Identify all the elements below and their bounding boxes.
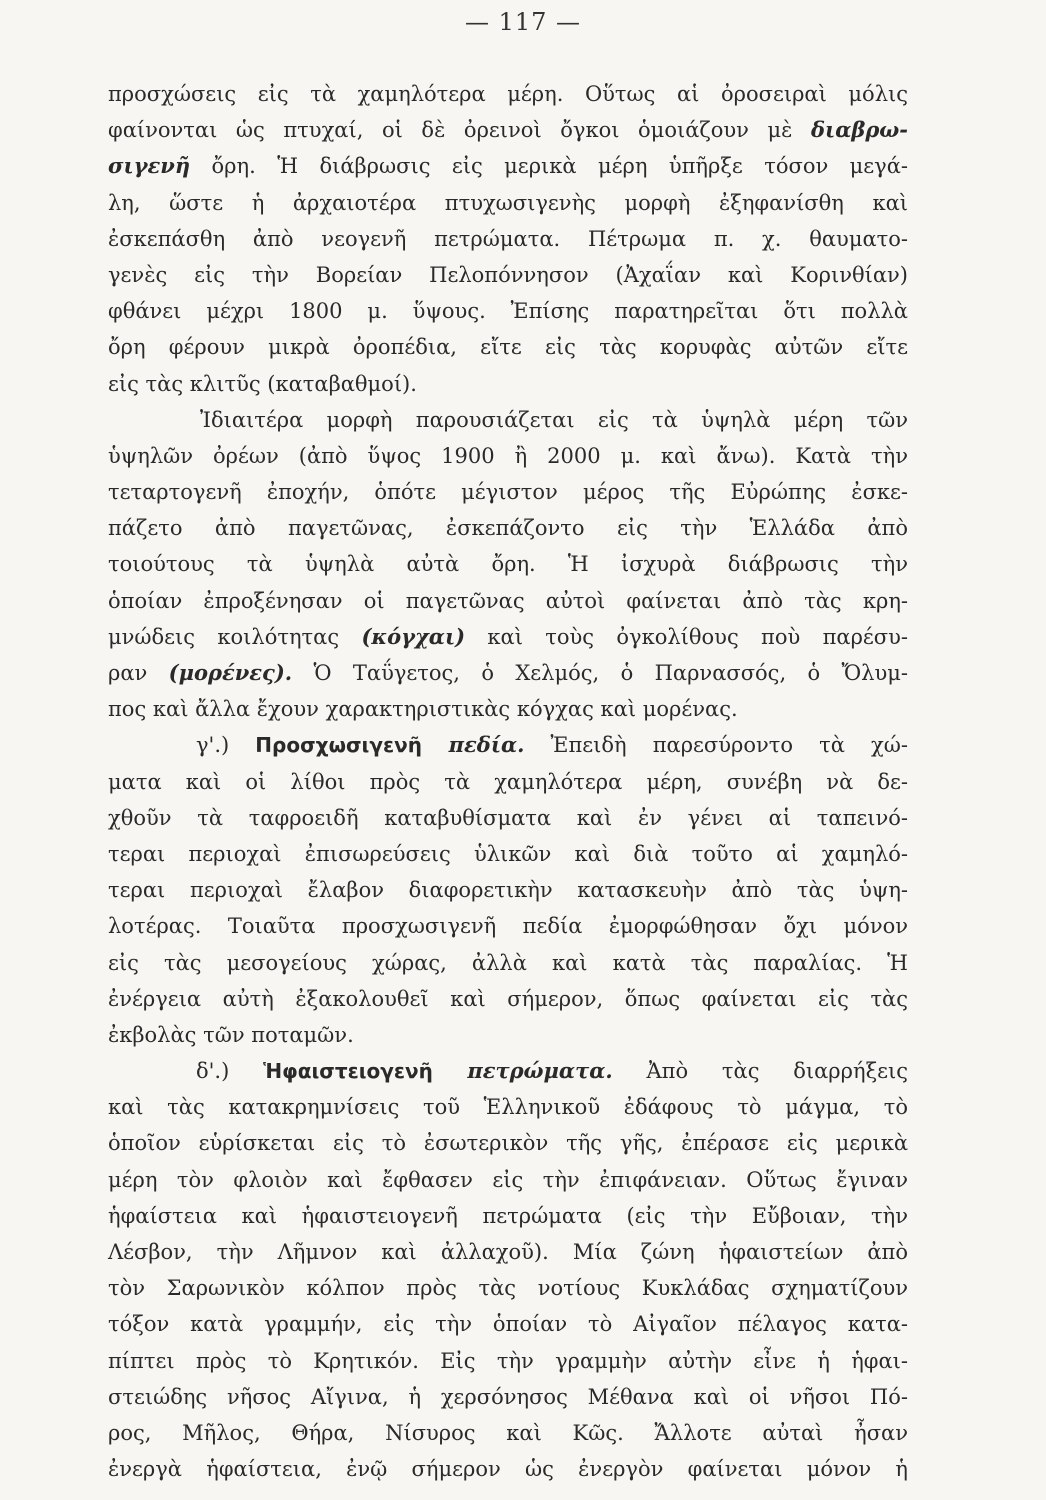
- line-text: λοτέρας. Τοιαῦτα προσχωσιγενῆ πεδία ἐμορφώθησαν ὄχι μόνον: [108, 914, 908, 939]
- line-text: Λέσβον, τὴν Λῆμνον καὶ ἀλλαχοῦ). Μία ζώνη ἡφαιστείων ἀπὸ: [108, 1240, 908, 1264]
- line-text: γενὲς εἰς τὴν Βορείαν Πελοπόννησον (Ἀχαΐαν καὶ Κορινθίαν): [108, 262, 908, 287]
- text-line: [108, 981, 908, 1017]
- line-text: στειώδης νῆσος Αἴγινα, ἡ χερσόνησος Μέθανα καὶ οἱ νῆσοι Πό-: [108, 1384, 908, 1409]
- line-text: φθάνει μέχρι 1800 μ. ὕψους. Ἐπίσης παρατηρεῖται ὅτι πολλὰ: [108, 299, 908, 324]
- text-line: [108, 1089, 908, 1125]
- text-line: [108, 691, 908, 727]
- text-line: [108, 1451, 908, 1487]
- line-text: μνώδεις κοιλότητας: [108, 624, 362, 649]
- line-text: Ἰδιαιτέρα μορφὴ παρουσιάζεται εἰς τὰ ὑψηλὰ μέρη τῶν: [200, 407, 908, 432]
- emphasized-term: (κόγχαι): [361, 623, 466, 649]
- text-line: [108, 1306, 908, 1342]
- text-line: [108, 1270, 908, 1306]
- line-text: μέρη τὸν φλοιὸν καὶ ἔφθασεν εἰς τὴν ἐπιφάνειαν. Οὕτως ἔγιναν: [108, 1167, 908, 1192]
- text-line: [108, 800, 908, 836]
- text-line: [108, 945, 908, 981]
- line-text: τοιούτους τὰ ὑψηλὰ αὐτὰ ὄρη. Ἡ ἰσχυρὰ διάβρωσις τὴν: [108, 552, 908, 577]
- line-text: ματα καὶ οἱ λίθοι πρὸς τὰ χαμηλότερα μέρη, συνέβη νὰ δε-: [108, 769, 908, 794]
- text-line: [108, 148, 908, 184]
- text-line: [108, 1017, 908, 1053]
- line-text: ὁποῖον εὑρίσκεται εἰς τὸ ἐσωτερικὸν τῆς γῆς, ἐπέρασε εἰς μερικὰ: [108, 1131, 908, 1156]
- page-number: — 117 —: [464, 8, 582, 36]
- text-line: [108, 872, 908, 908]
- line-text: ἐνεργὰ ἡφαίστεια, ἐνῷ σήμερον ὡς ἐνεργὸν φαίνεται μόνον ἡ: [108, 1457, 908, 1482]
- emphasized-term: σιγενῆ: [108, 153, 191, 179]
- text-line: [108, 655, 908, 691]
- line-text: λη, ὥστε ἡ ἀρχαιοτέρα πτυχωσιγενὴς μορφὴ ἐξηφανίσθη καὶ: [108, 190, 908, 215]
- text-line: [108, 474, 908, 510]
- text-line: [108, 257, 908, 293]
- line-text: τὸν Σαρωνικὸν κόλπον πρὸς τὰς νοτίους Κυκλάδας σχηματίζουν: [108, 1276, 908, 1301]
- text-line: [108, 112, 908, 148]
- line-text: ἡφαίστεια καὶ ἡφαιστειογενῆ πετρώματα (εἰς τὴν Εὔβοιαν, τὴν: [108, 1203, 908, 1228]
- line-text: πος καὶ ἄλλα ἔχουν χαρακτηριστικὰς κόγχας καὶ μορένας.: [108, 697, 738, 722]
- text-line: [108, 1415, 908, 1451]
- text-line: [108, 185, 908, 221]
- text-line: [108, 727, 908, 763]
- text-line: [108, 1379, 908, 1415]
- text-line: [108, 583, 908, 619]
- emphasized-term: διαβρω-: [811, 117, 908, 143]
- text-line: [108, 293, 908, 329]
- line-text: τεταρτογενῆ ἐποχήν, ὁπότε μέγιστον μέρος τῆς Εὐρώπης ἐσκε-: [108, 480, 908, 505]
- section-marker: γ'.): [196, 733, 256, 758]
- text-line: [108, 1053, 908, 1089]
- text-line: [108, 1162, 908, 1198]
- line-text: εἰς τὰς κλιτῦς (καταβαθμοί).: [108, 371, 417, 396]
- text-line: [108, 366, 908, 402]
- line-text: Ἐπειδὴ παρεσύροντο τὰ χώ-: [524, 733, 908, 758]
- text-line: [108, 402, 908, 438]
- line-text: ὄρη. Ἡ διάβρωσις εἰς μερικὰ μέρη ὑπῆρξε τόσον μεγά-: [190, 154, 908, 179]
- text-line: [108, 221, 908, 257]
- line-text: προσχώσεις εἰς τὰ χαμηλότερα μέρη. Οὕτως αἱ ὀροσειραὶ μόλις: [108, 82, 908, 106]
- text-line: [108, 510, 908, 546]
- line-text: Ὁ Ταΰγετος, ὁ Χελμός, ὁ Παρνασσός, ὁ Ὄλυμ-: [292, 661, 908, 685]
- line-text: ὁποίαν ἐπροξένησαν οἱ παγετῶνας αὐτοὶ φαίνεται ἀπὸ τὰς κρη-: [108, 588, 908, 613]
- line-text: ραν: [108, 661, 169, 685]
- emphasized-term: (μορένες).: [168, 660, 293, 685]
- text-line: [108, 76, 908, 112]
- text-line: [108, 1125, 908, 1161]
- line-text: ὑψηλῶν ὀρέων (ἀπὸ ὕψος 1900 ἢ 2000 μ. καὶ ἄνω). Κατὰ τὴν: [108, 443, 908, 468]
- line-text: Ἀπὸ τὰς διαρρήξεις: [612, 1059, 909, 1084]
- text-line: [108, 1198, 908, 1234]
- line-text: πίπτει πρὸς τὸ Κρητικόν. Εἰς τὴν γραμμὴν αὐτὴν εἶνε ἡ ἡφαι-: [108, 1348, 908, 1373]
- text-line: [108, 908, 908, 944]
- section-heading-cont: πετρώματα.: [432, 1058, 613, 1084]
- text-line: [108, 546, 908, 582]
- text-line: [108, 438, 908, 474]
- text-line: [108, 619, 908, 655]
- line-text: ἐνέργεια αὐτὴ ἐξακολουθεῖ καὶ σήμερον, ὅπως φαίνεται εἰς τὰς: [108, 986, 908, 1011]
- section-heading-cont: πεδία.: [421, 732, 525, 758]
- line-text: ἐσκεπάσθη ἀπὸ νεογενῆ πετρώματα. Πέτρωμα π. χ. θαυματο-: [108, 226, 908, 251]
- line-text: πάζετο ἀπὸ παγετῶνας, ἐσκεπάζοντο εἰς τὴν Ἑλλάδα ἀπὸ: [108, 516, 908, 541]
- line-text: τεραι περιοχαὶ ἔλαβον διαφορετικὴν κατασκευὴν ἀπὸ τὰς ὑψη-: [108, 878, 908, 903]
- text-line: [108, 836, 908, 872]
- line-text: φαίνονται ὡς πτυχαί, οἱ δὲ ὀρεινοὶ ὄγκοι ὁμοιάζουν μὲ: [108, 118, 793, 143]
- body-text: [108, 76, 908, 1487]
- line-text: εἰς τὰς μεσογείους χώρας, ἀλλὰ καὶ κατὰ τὰς παραλίας. Ἡ: [108, 950, 908, 975]
- line-text: καὶ τοὺς ὀγκολίθους ποὺ παρέσυ-: [465, 624, 908, 649]
- text-line: [108, 1343, 908, 1379]
- line-text: τόξον κατὰ γραμμήν, εἰς τὴν ὁποίαν τὸ Αἰγαῖον πέλαγος κατα-: [108, 1312, 908, 1337]
- text-line: [108, 1234, 908, 1270]
- line-text: ρος, Μῆλος, Θήρα, Νίσυρος καὶ Κῶς. Ἄλλοτε αὐταὶ ἦσαν: [108, 1420, 908, 1445]
- text-line: [108, 764, 908, 800]
- line-text: ὄρη φέρουν μικρὰ ὀροπέδια, εἴτε εἰς τὰς κορυφὰς αὐτῶν εἴτε: [108, 335, 908, 360]
- line-text: ἐκβολὰς τῶν ποταμῶν.: [108, 1022, 354, 1047]
- line-text: καὶ τὰς κατακρημνίσεις τοῦ Ἑλληνικοῦ ἐδάφους τὸ μάγμα, τὸ: [108, 1095, 908, 1120]
- section-heading: Προσχωσιγενῆ: [255, 733, 422, 758]
- section-heading: Ἡφαιστειογενῆ: [263, 1059, 433, 1084]
- line-text: χθοῦν τὰ ταφροειδῆ καταβυθίσματα καὶ ἐν γένει αἱ ταπεινό-: [108, 805, 908, 830]
- section-marker: δ'.): [196, 1059, 264, 1084]
- text-line: [108, 329, 908, 365]
- line-text: τεραι περιοχαὶ ἐπισωρεύσεις ὑλικῶν καὶ διὰ τοῦτο αἱ χαμηλό-: [108, 841, 908, 866]
